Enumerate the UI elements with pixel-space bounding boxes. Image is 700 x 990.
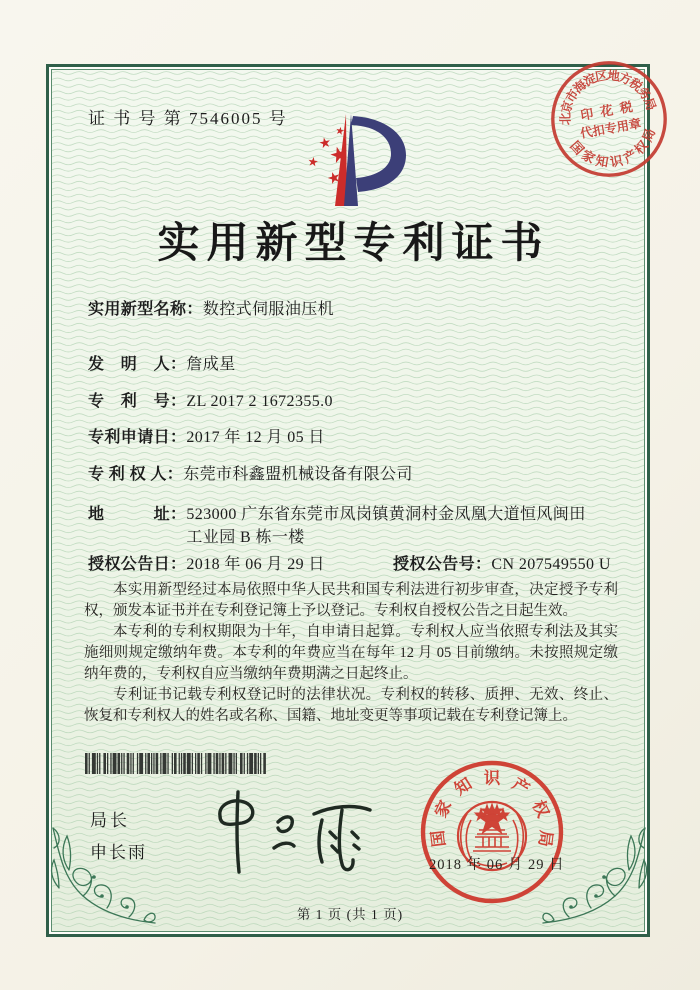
svg-text:局: 局 xyxy=(535,829,557,848)
svg-text:税: 税 xyxy=(626,75,645,95)
svg-text:局: 局 xyxy=(640,126,659,144)
svg-text:家: 家 xyxy=(431,797,456,821)
field-value: CN 207549550 U xyxy=(491,556,611,573)
svg-text:京: 京 xyxy=(558,99,576,115)
field-value: 2018 年 06 月 29 日 xyxy=(186,556,325,573)
svg-text:淀: 淀 xyxy=(581,71,599,90)
field-utility-model-name xyxy=(88,296,334,319)
field-patent-number xyxy=(88,388,333,411)
field-label: 专 利 权 人： xyxy=(88,466,184,483)
field-label: 实用新型名称： xyxy=(88,301,203,318)
field-value: 詹成星 xyxy=(186,356,236,373)
svg-text:权: 权 xyxy=(632,138,652,158)
field-value: 数控式伺服油压机 xyxy=(202,301,335,318)
tax-stamp-seal xyxy=(533,43,685,195)
svg-text:方: 方 xyxy=(616,69,634,88)
field-grant-number xyxy=(393,551,611,574)
svg-text:权: 权 xyxy=(528,797,553,821)
svg-text:家: 家 xyxy=(579,147,598,167)
commissioner-name: 申长雨 xyxy=(90,843,147,862)
field-label: 授权公告号： xyxy=(393,556,492,573)
svg-text:地: 地 xyxy=(606,68,621,84)
seal-date: 2018 年 06 月 29 日 xyxy=(429,857,565,873)
field-patentee xyxy=(88,461,413,484)
svg-text:代扣专用章: 代扣专用章 xyxy=(579,116,643,141)
field-label: 授权公告日： xyxy=(88,556,187,573)
svg-text:印 花 税: 印 花 税 xyxy=(579,99,636,123)
cnipa-office-seal xyxy=(408,748,576,916)
svg-text:产: 产 xyxy=(621,147,640,167)
svg-text:知: 知 xyxy=(451,773,476,799)
svg-text:北: 北 xyxy=(558,112,573,126)
certificate-title: 实用新型专利证书 xyxy=(157,221,550,267)
field-value: 东莞市科鑫盟机械设备有限公司 xyxy=(183,466,413,483)
field-value: ZL 2017 2 1672355.0 xyxy=(186,393,333,410)
field-inventor xyxy=(88,351,236,374)
field-address xyxy=(88,503,598,549)
svg-text:国: 国 xyxy=(567,138,587,158)
svg-text:局: 局 xyxy=(641,95,659,113)
legal-paragraph-3: 专利证书记载专利权登记时的法律状况。专利权的转移、质押、无效、终止、恢复和专利权人的姓名或名称、国籍、地址变更等事项记载在专利登记簿上。 xyxy=(84,687,618,724)
field-value: 523000 广东省东莞市凤岗镇黄洞村金凤凰大道恒风闽田工业园 B 栋一楼 xyxy=(186,506,586,546)
svg-text:海: 海 xyxy=(570,77,590,97)
legal-text-block xyxy=(84,580,618,727)
field-filing-date xyxy=(88,424,325,447)
field-label: 发 明 人： xyxy=(88,356,187,373)
svg-text:国: 国 xyxy=(427,829,449,848)
svg-text:识: 识 xyxy=(483,768,501,788)
svg-text:区: 区 xyxy=(594,68,609,85)
certificate-number: 证 书 号 第 7546005 号 xyxy=(88,109,288,128)
page-number: 第 1 页 (共 1 页) xyxy=(296,907,404,922)
field-value: 2017 年 12 月 05 日 xyxy=(186,429,325,446)
field-label: 专 利 号： xyxy=(88,393,187,410)
svg-text:产: 产 xyxy=(508,773,533,799)
svg-text:识: 识 xyxy=(609,153,625,170)
legal-paragraph-2: 本专利的专利权期限为十年，自申请日起算。专利权人应当依照专利法及其实施细则规定缴纳年费。本专利的年费应当在每年 12 月 05 日前缴纳。未按照规定缴纳年费的，专利权自应当缴纳年费期满之日起终止。 xyxy=(84,624,618,682)
svg-text:知: 知 xyxy=(594,153,610,170)
field-grant-date xyxy=(88,551,325,574)
commissioner-signature xyxy=(182,786,402,882)
svg-text:市: 市 xyxy=(563,87,582,105)
field-label: 专利申请日： xyxy=(88,429,187,446)
barcode xyxy=(85,753,270,774)
cnipa-logo xyxy=(284,110,416,210)
legal-paragraph-1: 本实用新型经过本局依照中华人民共和国专利法进行初步审查，决定授予专利权，颁发本证书并在专利登记簿上予以登记。专利权自授权公告之日起生效。 xyxy=(84,582,618,619)
commissioner-title: 局长 xyxy=(90,811,130,830)
svg-text:务: 务 xyxy=(634,84,654,103)
field-label: 地 址： xyxy=(88,506,187,523)
